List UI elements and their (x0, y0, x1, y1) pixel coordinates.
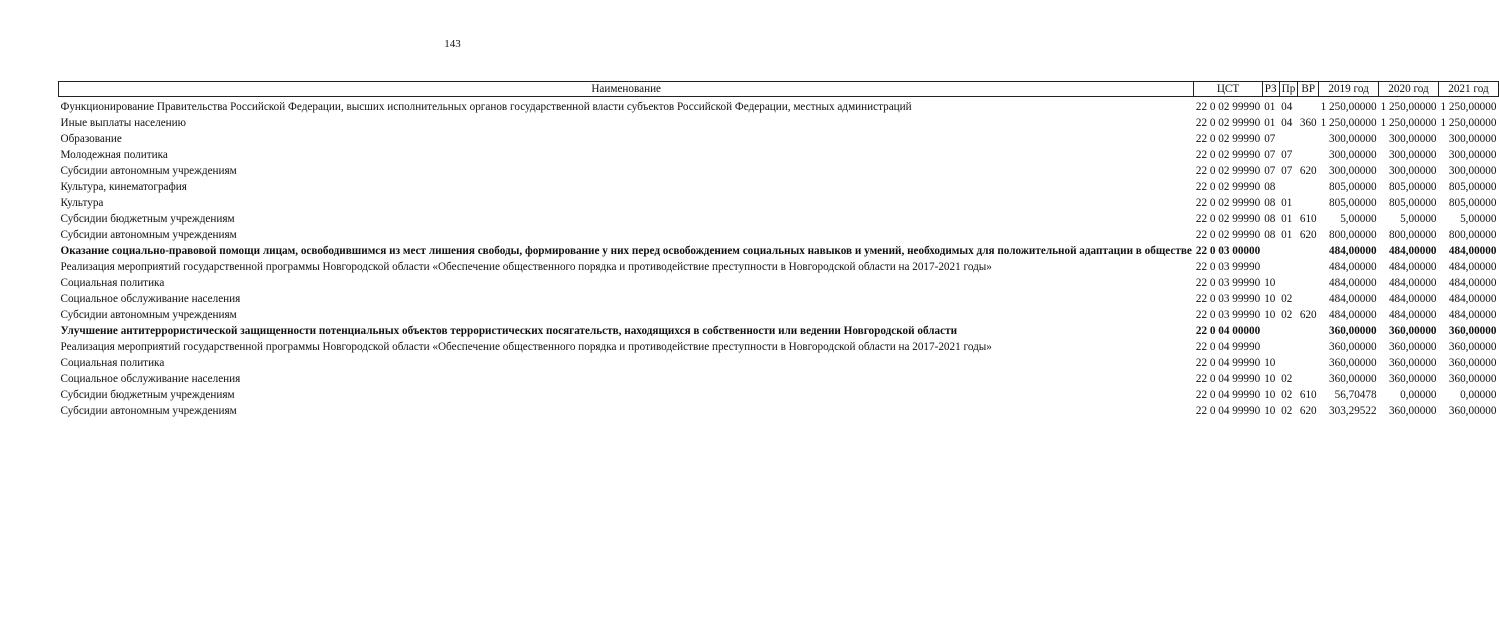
row-pr: 04 (1281, 101, 1293, 113)
row-vr: 620 (1299, 229, 1317, 241)
row-2021: 360,00000 (1448, 373, 1497, 385)
row-2020: 484,00000 (1388, 245, 1437, 257)
row-pr: 07 (1281, 149, 1293, 161)
row-pr: 02 (1281, 373, 1293, 385)
row-2021: 0,00000 (1460, 389, 1497, 401)
row-pr: 07 (1281, 165, 1293, 177)
row-pr: 02 (1281, 405, 1293, 417)
row-name: Реализация мероприятий государственной программы Новгородской области «Обеспечение общественного порядка и противодействие преступности в Новгородской области на 2017-2021 годы» (60, 341, 992, 353)
budget-table (58, 81, 1499, 417)
row-vr: 360 (1299, 117, 1317, 129)
row-cst: 22 0 02 99990 (1195, 213, 1261, 225)
row-pr: 04 (1281, 117, 1293, 129)
row-rz: 10 (1264, 405, 1276, 417)
row-name: Субсидии автономным учреждениям (60, 229, 237, 241)
row-rz (1262, 241, 1279, 257)
row-rz: 10 (1264, 309, 1276, 321)
header-name: Наименование (59, 82, 1194, 97)
row-cst: 22 0 02 99990 (1195, 165, 1261, 177)
row-name: Культура (60, 197, 104, 209)
section-row (59, 321, 1499, 337)
row-2021: 484,00000 (1448, 261, 1497, 273)
table-row (59, 209, 1499, 225)
row-name: Субсидии бюджетным учреждениям (60, 213, 235, 225)
row-name: Социальная политика (60, 277, 165, 289)
row-2019: 484,00000 (1329, 277, 1377, 289)
header-vr: ВР (1298, 82, 1319, 97)
row-2020: 1 250,00000 (1380, 101, 1437, 113)
row-cst: 22 0 02 99990 (1195, 117, 1261, 129)
row-vr (1298, 369, 1319, 385)
row-cst: 22 0 04 99990 (1195, 373, 1261, 385)
row-2019: 484,00000 (1329, 245, 1377, 257)
row-name: Функционирование Правительства Российской Федерации, высших исполнительных органов государственной власти субъектов Российской Федерации, местных администраций (60, 101, 912, 113)
row-vr: 620 (1299, 309, 1317, 321)
row-cst: 22 0 04 99990 (1195, 405, 1261, 417)
table-row (59, 193, 1499, 209)
row-2020: 484,00000 (1388, 309, 1437, 321)
row-2020: 360,00000 (1388, 373, 1437, 385)
row-2021: 484,00000 (1448, 245, 1497, 257)
row-vr (1298, 129, 1319, 145)
row-2020: 805,00000 (1388, 181, 1437, 193)
table-body (59, 97, 1499, 418)
table-row (59, 273, 1499, 289)
row-rz: 10 (1264, 373, 1276, 385)
row-cst: 22 0 04 99990 (1195, 389, 1261, 401)
row-pr (1279, 273, 1298, 289)
table-row (59, 401, 1499, 417)
row-rz: 07 (1264, 133, 1276, 145)
header-2021: 2021 год (1439, 82, 1499, 97)
row-pr: 02 (1281, 389, 1293, 401)
row-cst: 22 0 02 99990 (1195, 197, 1261, 209)
row-cst: 22 0 02 99990 (1195, 229, 1261, 241)
row-2021: 800,00000 (1448, 229, 1497, 241)
row-2019: 484,00000 (1329, 261, 1377, 273)
row-2020: 484,00000 (1388, 293, 1437, 305)
row-2020: 300,00000 (1388, 133, 1437, 145)
row-vr (1298, 145, 1319, 161)
row-vr: 610 (1299, 389, 1317, 401)
row-name: Культура, кинематография (60, 181, 187, 193)
row-vr: 620 (1299, 165, 1317, 177)
row-name: Субсидии бюджетным учреждениям (60, 389, 235, 401)
row-cst: 22 0 02 99990 (1195, 101, 1261, 113)
row-2019: 1 250,00000 (1320, 101, 1377, 113)
row-2021: 484,00000 (1448, 309, 1497, 321)
header-pr: Пр (1279, 82, 1298, 97)
row-2019: 800,00000 (1329, 229, 1377, 241)
row-vr (1298, 97, 1319, 114)
section-row (59, 241, 1499, 257)
row-2019: 5,00000 (1340, 213, 1377, 225)
row-name: Социальная политика (60, 357, 165, 369)
row-2021: 300,00000 (1448, 133, 1497, 145)
table-row (59, 177, 1499, 193)
row-rz: 08 (1264, 197, 1276, 209)
table-row (59, 369, 1499, 385)
row-pr: 01 (1281, 229, 1293, 241)
table-row (59, 337, 1499, 353)
row-2020: 1 250,00000 (1380, 117, 1437, 129)
page-number: 143 (444, 38, 461, 50)
row-rz: 01 (1264, 101, 1276, 113)
row-cst: 22 0 02 99990 (1195, 133, 1261, 145)
row-2019: 303,29522 (1329, 405, 1377, 417)
row-vr (1298, 337, 1319, 353)
row-2020: 5,00000 (1400, 213, 1437, 225)
row-name: Социальное обслуживание населения (60, 373, 241, 385)
row-2021: 360,00000 (1448, 405, 1497, 417)
row-cst: 22 0 04 00000 (1195, 325, 1261, 337)
row-rz (1262, 257, 1279, 273)
row-cst: 22 0 03 99990 (1195, 309, 1261, 321)
row-rz: 10 (1264, 277, 1276, 289)
row-2020: 360,00000 (1388, 357, 1437, 369)
row-rz: 10 (1264, 357, 1276, 369)
row-rz (1262, 337, 1279, 353)
row-2021: 360,00000 (1448, 341, 1497, 353)
row-2019: 1 250,00000 (1320, 117, 1377, 129)
row-2019: 300,00000 (1329, 133, 1377, 145)
table-row (59, 257, 1499, 273)
row-2020: 300,00000 (1388, 149, 1437, 161)
row-rz: 08 (1264, 229, 1276, 241)
table-row (59, 145, 1499, 161)
row-cst: 22 0 04 99990 (1195, 357, 1261, 369)
row-vr (1298, 289, 1319, 305)
row-2020: 360,00000 (1388, 325, 1437, 337)
row-name: Субсидии автономным учреждениям (60, 405, 237, 417)
row-2021: 1 250,00000 (1440, 101, 1497, 113)
row-2021: 5,00000 (1460, 213, 1497, 225)
row-vr: 620 (1299, 405, 1317, 417)
row-vr (1298, 257, 1319, 273)
row-2019: 484,00000 (1329, 293, 1377, 305)
row-2021: 360,00000 (1448, 325, 1497, 337)
row-cst: 22 0 02 99990 (1195, 181, 1261, 193)
row-rz (1262, 321, 1279, 337)
row-2020: 484,00000 (1388, 277, 1437, 289)
row-2021: 484,00000 (1448, 277, 1497, 289)
row-cst: 22 0 02 99990 (1195, 149, 1261, 161)
header-rz: РЗ (1262, 82, 1279, 97)
row-vr (1298, 193, 1319, 209)
row-cst: 22 0 03 99990 (1195, 293, 1261, 305)
row-2020: 0,00000 (1400, 389, 1437, 401)
table-row (59, 289, 1499, 305)
row-2021: 805,00000 (1448, 197, 1497, 209)
row-cst: 22 0 03 00000 (1195, 245, 1261, 257)
row-vr (1298, 273, 1319, 289)
row-2021: 1 250,00000 (1440, 117, 1497, 129)
row-2019: 300,00000 (1329, 165, 1377, 177)
row-vr (1298, 353, 1319, 369)
row-2019: 360,00000 (1329, 325, 1377, 337)
row-2021: 300,00000 (1448, 149, 1497, 161)
header-2020: 2020 год (1379, 82, 1439, 97)
row-rz: 07 (1264, 149, 1276, 161)
row-rz: 08 (1264, 181, 1276, 193)
row-2021: 805,00000 (1448, 181, 1497, 193)
row-2019: 360,00000 (1329, 341, 1377, 353)
row-pr: 01 (1281, 213, 1293, 225)
header-2019: 2019 год (1319, 82, 1379, 97)
row-name: Иные выплаты населению (60, 117, 186, 129)
row-cst: 22 0 03 99990 (1195, 261, 1261, 273)
table-row (59, 305, 1499, 321)
table-header-row (59, 82, 1499, 97)
row-2019: 484,00000 (1329, 309, 1377, 321)
row-2019: 360,00000 (1329, 373, 1377, 385)
row-2019: 805,00000 (1329, 181, 1377, 193)
table-row (59, 353, 1499, 369)
row-pr (1279, 129, 1298, 145)
row-cst: 22 0 03 99990 (1195, 277, 1261, 289)
row-pr: 02 (1281, 309, 1293, 321)
table-row (59, 129, 1499, 145)
row-2020: 300,00000 (1388, 165, 1437, 177)
table-row (59, 161, 1499, 177)
row-rz: 08 (1264, 213, 1276, 225)
row-2020: 360,00000 (1388, 405, 1437, 417)
row-name: Реализация мероприятий государственной программы Новгородской области «Обеспечение общественного порядка и противодействие преступности в Новгородской области на 2017-2021 годы» (60, 261, 992, 273)
row-pr (1279, 177, 1298, 193)
row-2020: 360,00000 (1388, 341, 1437, 353)
row-2019: 360,00000 (1329, 357, 1377, 369)
row-rz: 10 (1264, 389, 1276, 401)
row-pr: 01 (1281, 197, 1293, 209)
row-rz: 01 (1264, 117, 1276, 129)
row-rz: 10 (1264, 293, 1276, 305)
row-vr (1298, 177, 1319, 193)
table-row (59, 97, 1499, 114)
header-cst: ЦСТ (1194, 82, 1262, 97)
row-rz: 07 (1264, 165, 1276, 177)
row-2020: 800,00000 (1388, 229, 1437, 241)
row-2020: 805,00000 (1388, 197, 1437, 209)
row-name: Оказание социально-правовой помощи лицам, освободившимся из мест лишения свободы, формирование у них перед освобождением социальных навыков и умений, необходимых для положительной адаптации в обществе (60, 245, 1192, 257)
row-2019: 56,70478 (1334, 389, 1377, 401)
row-vr: 610 (1299, 213, 1317, 225)
row-2020: 484,00000 (1388, 261, 1437, 273)
row-name: Субсидии автономным учреждениям (60, 165, 237, 177)
row-pr: 02 (1281, 293, 1293, 305)
row-name: Социальное обслуживание населения (60, 293, 241, 305)
row-2019: 805,00000 (1329, 197, 1377, 209)
row-pr (1279, 321, 1298, 337)
table-row (59, 113, 1499, 129)
row-pr (1279, 241, 1298, 257)
row-name: Улучшение антитеррористической защищенности потенциальных объектов террористических посягательств, находящихся в собственности или ведении Новгородской области (60, 325, 958, 337)
row-pr (1279, 337, 1298, 353)
row-2021: 300,00000 (1448, 165, 1497, 177)
row-name: Субсидии автономным учреждениям (60, 309, 237, 321)
row-pr (1279, 353, 1298, 369)
row-2019: 300,00000 (1329, 149, 1377, 161)
row-2021: 360,00000 (1448, 357, 1497, 369)
row-cst: 22 0 04 99990 (1195, 341, 1261, 353)
row-pr (1279, 257, 1298, 273)
row-name: Молодежная политика (60, 149, 168, 161)
table-row (59, 385, 1499, 401)
row-vr (1298, 241, 1319, 257)
row-name: Образование (60, 133, 122, 145)
row-2021: 484,00000 (1448, 293, 1497, 305)
table-row (59, 225, 1499, 241)
row-vr (1298, 321, 1319, 337)
